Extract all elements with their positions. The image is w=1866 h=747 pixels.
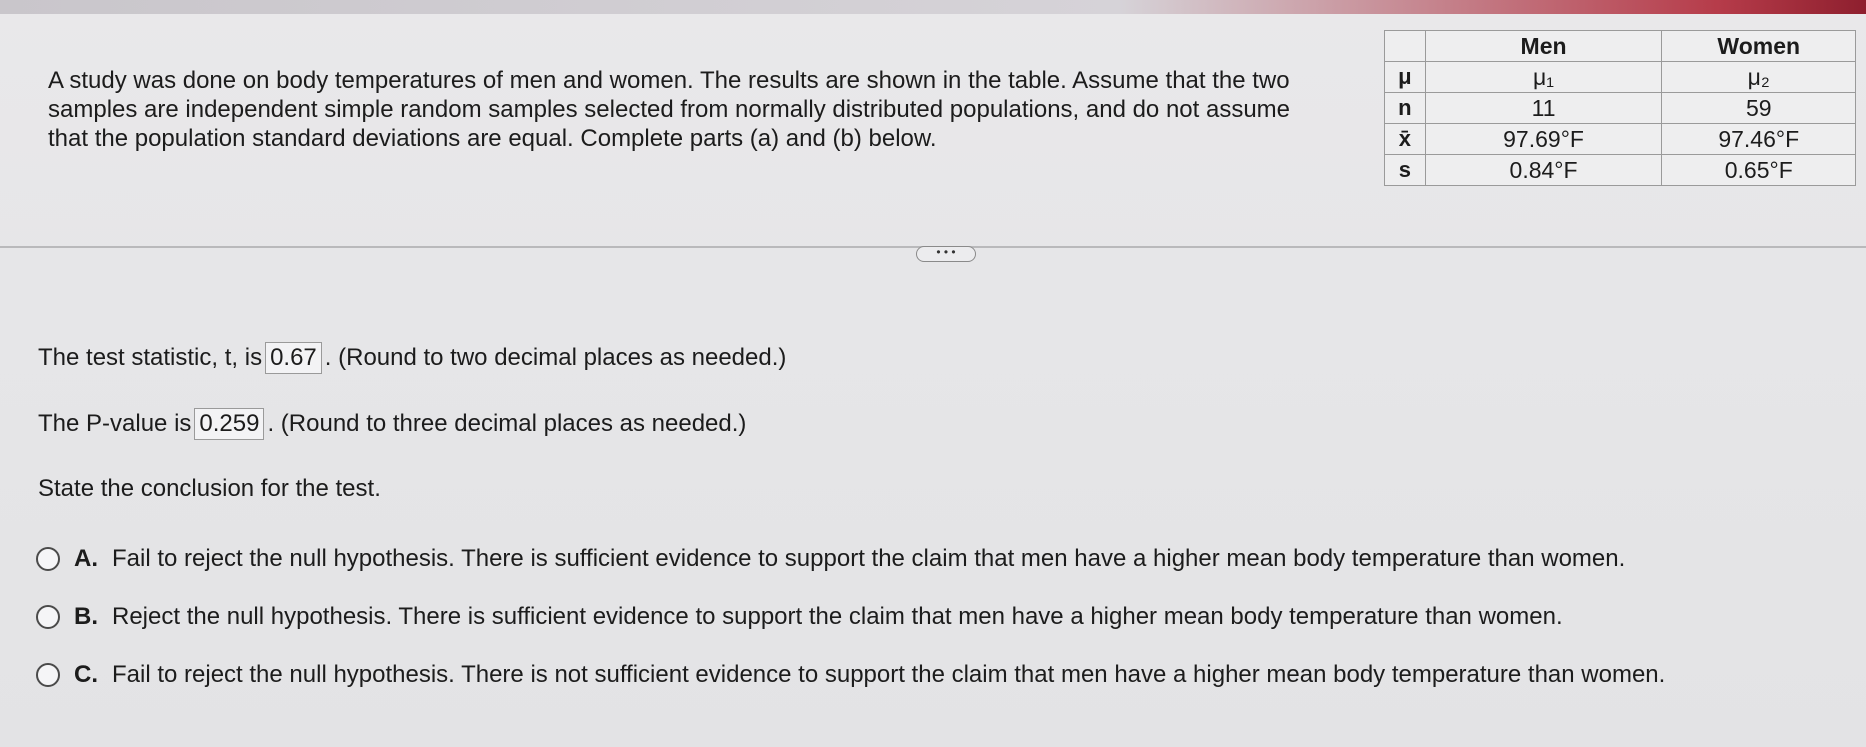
column-header-men: Men	[1425, 31, 1662, 62]
table-header-row	[1385, 31, 1856, 62]
row-label-s: s	[1385, 155, 1426, 186]
test-statistic-answer[interactable]: 0.67	[265, 342, 322, 374]
row-label-xbar: x̄	[1385, 124, 1426, 155]
option-c[interactable]	[36, 661, 1665, 689]
table-row	[1385, 124, 1856, 155]
pvalue-line	[38, 408, 746, 440]
option-b[interactable]	[36, 603, 1563, 631]
radio-button-a[interactable]	[36, 547, 60, 571]
test-statistic-suffix: . (Round to two decimal places as needed.)	[324, 344, 787, 371]
option-a[interactable]	[36, 545, 1625, 573]
problem-line: samples are independent simple random samples selected from normally distributed populations, and do not assume	[48, 96, 1291, 123]
test-statistic-line	[38, 342, 786, 374]
table-row	[1385, 155, 1856, 186]
option-letter-c: C.	[74, 661, 98, 688]
pvalue-answer[interactable]: 0.259	[194, 408, 264, 440]
column-header-women: Women	[1662, 31, 1856, 62]
cell-women-mu: μ₂	[1662, 62, 1856, 93]
row-label-mu: μ	[1385, 62, 1426, 93]
option-letter-a: A.	[74, 545, 98, 572]
option-text-a: Fail to reject the null hypothesis. There is sufficient evidence to support the claim that men have a higher mean body temperature than women.	[112, 545, 1626, 572]
radio-button-b[interactable]	[36, 605, 60, 629]
option-text-b: Reject the null hypothesis. There is sufficient evidence to support the claim that men have a higher mean body temperature than women.	[112, 603, 1563, 630]
pvalue-suffix: . (Round to three decimal places as needed.)	[267, 410, 747, 437]
data-table	[1384, 30, 1856, 186]
cell-women-s: 0.65°F	[1662, 155, 1856, 186]
option-text-c: Fail to reject the null hypothesis. There is not sufficient evidence to support the claim that men have a higher mean body temperature than women.	[112, 661, 1666, 688]
radio-button-c[interactable]	[36, 663, 60, 687]
cell-women-xbar: 97.46°F	[1662, 124, 1856, 155]
problem-line: that the population standard deviations are equal. Complete parts (a) and (b) below.	[48, 125, 937, 152]
option-letter-b: B.	[74, 603, 98, 630]
window-top-band	[0, 0, 1866, 14]
cell-women-n: 59	[1662, 93, 1856, 124]
problem-line: A study was done on body temperatures of men and women. The results are shown in the table. Assume that the two	[48, 67, 1290, 94]
table-corner	[1385, 31, 1426, 62]
cell-men-n: 11	[1425, 93, 1662, 124]
cell-men-s: 0.84°F	[1425, 155, 1662, 186]
problem-statement	[48, 66, 1348, 153]
expand-button[interactable]: • • •	[916, 246, 976, 262]
table-row	[1385, 93, 1856, 124]
test-statistic-prefix: The test statistic, t, is	[38, 344, 263, 371]
cell-men-xbar: 97.69°F	[1425, 124, 1662, 155]
row-label-n: n	[1385, 93, 1426, 124]
cell-men-mu: μ₁	[1425, 62, 1662, 93]
table-row	[1385, 62, 1856, 93]
pvalue-prefix: The P-value is	[38, 410, 192, 437]
conclusion-prompt: State the conclusion for the test.	[38, 475, 381, 502]
